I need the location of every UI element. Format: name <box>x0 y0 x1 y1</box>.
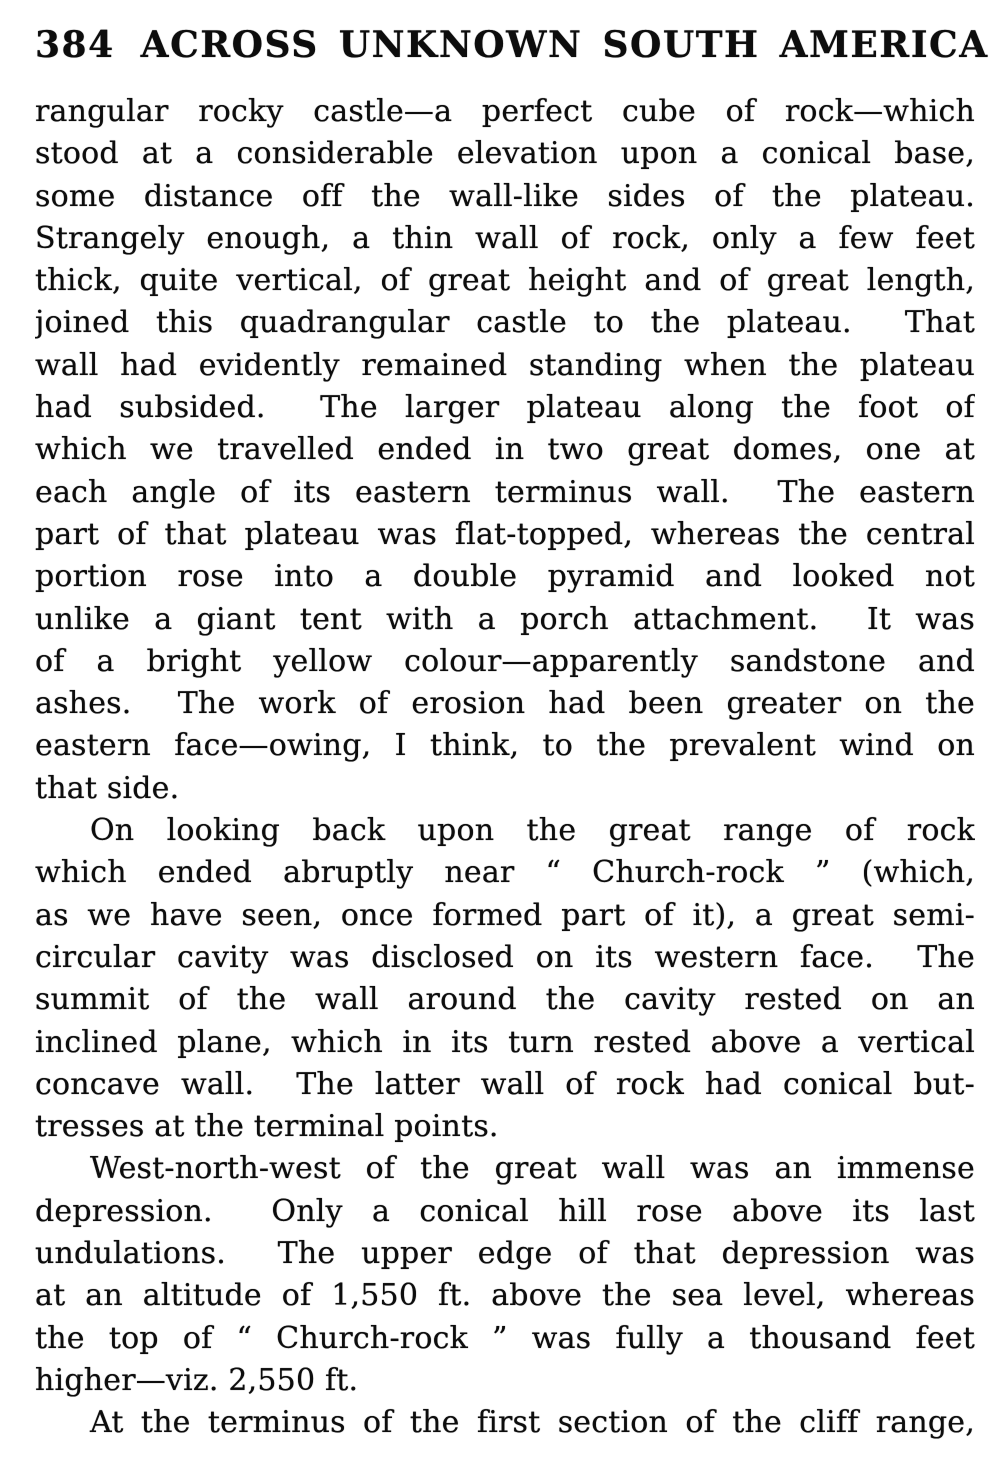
text-line: part of that plateau was flat-topped, whereas the central <box>35 516 975 552</box>
text-line: stood at a considerable elevation upon a conical base, <box>35 136 975 172</box>
text-line: some distance off the wall-like sides of the plateau. <box>35 178 975 214</box>
text-line: At the terminus of the first section of the cliff range, <box>90 1405 975 1441</box>
text-line: the top of “ Church-rock ” was fully a thousand feet <box>35 1320 975 1356</box>
text-line: joined this quadrangular castle to the plateau. That <box>35 305 975 341</box>
text-line: Strangely enough, a thin wall of rock, only a few feet <box>35 220 975 256</box>
text-line: had subsided. The larger plateau along the foot of <box>35 390 975 426</box>
text-line: as we have seen, once formed part of it), a great semi- <box>35 897 975 933</box>
text-line: each angle of its eastern terminus wall. The eastern <box>35 474 975 510</box>
text-line: inclined plane, which in its turn rested above a vertical <box>35 1024 975 1060</box>
page-number: 384 <box>35 24 115 66</box>
text-line: thick, quite vertical, of great height and of great length, <box>35 263 975 299</box>
text-line: concave wall. The latter wall of rock had conical but- <box>35 1066 975 1102</box>
text-line: ashes. The work of erosion had been greater on the <box>35 686 975 722</box>
text-line: portion rose into a double pyramid and looked not <box>35 559 975 595</box>
running-title: ACROSS UNKNOWN SOUTH AMERICA <box>140 24 989 66</box>
text-line: wall had evidently remained standing when the plateau <box>35 347 975 383</box>
text-line: higher—viz. 2,550 ft. <box>35 1362 359 1398</box>
text-line: circular cavity was disclosed on its western face. The <box>35 939 975 975</box>
text-line: tresses at the terminal points. <box>35 1109 499 1145</box>
text-line: West-north-west of the great wall was an immense <box>90 1151 975 1187</box>
text-line: of a bright yellow colour—apparently sandstone and <box>35 643 975 679</box>
text-line: at an altitude of 1,550 ft. above the sea level, whereas <box>35 1278 975 1314</box>
body-text <box>35 91 975 1445</box>
text-line: unlike a giant tent with a porch attachment. It was <box>35 601 975 637</box>
text-line: which we travelled ended in two great domes, one at <box>35 432 975 468</box>
text-line: eastern face—owing, I think, to the prevalent wind on <box>35 728 975 764</box>
text-line: depression. Only a conical hill rose above its last <box>35 1193 975 1229</box>
text-line: On looking back upon the great range of rock <box>90 813 975 849</box>
text-line: which ended abruptly near “ Church-rock ” (which, <box>35 855 975 891</box>
running-header <box>35 24 989 66</box>
text-line: undulations. The upper edge of that depression was <box>35 1236 975 1272</box>
text-line: that side. <box>35 770 180 806</box>
text-line: rangular rocky castle—a perfect cube of rock—which <box>35 94 975 129</box>
text-line: summit of the wall around the cavity rested on an <box>35 982 975 1018</box>
